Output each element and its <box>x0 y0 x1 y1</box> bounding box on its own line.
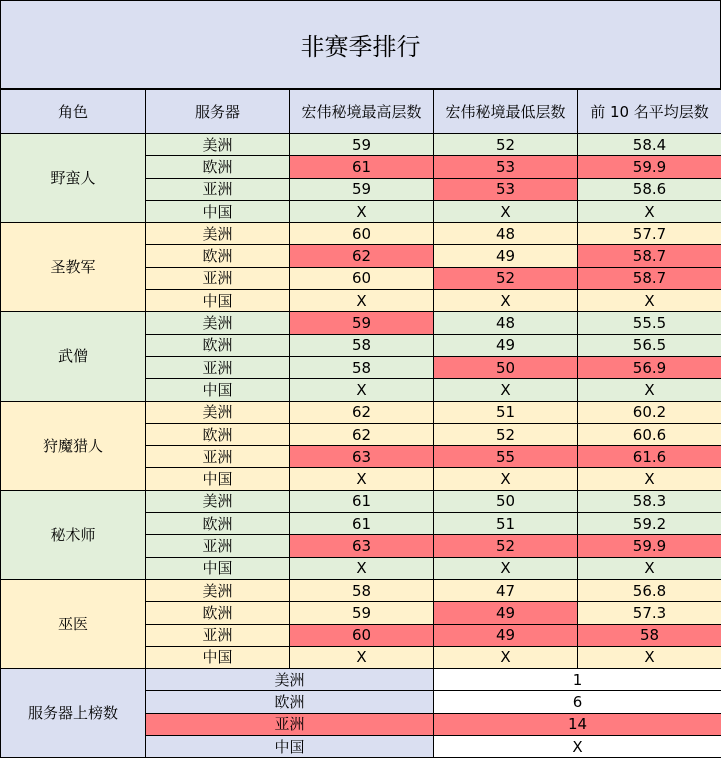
role-name-cell: 圣教军 <box>1 223 146 312</box>
max-value-cell: X <box>290 290 434 312</box>
table-body <box>1 134 721 758</box>
header-role: 角色 <box>1 90 146 134</box>
summary-server-cell: 亚洲 <box>146 713 434 735</box>
min-value-cell: X <box>434 646 578 668</box>
min-value-cell: 53 <box>434 156 578 178</box>
max-value-cell: 58 <box>290 579 434 601</box>
header-max-floor: 宏伟秘境最高层数 <box>290 90 434 134</box>
avg-value-cell: 58.7 <box>578 245 721 267</box>
avg-value-cell: X <box>578 646 721 668</box>
min-value-cell: X <box>434 557 578 579</box>
avg-value-cell: 59.9 <box>578 535 721 557</box>
max-value-cell: X <box>290 379 434 401</box>
avg-value-cell: 56.8 <box>578 579 721 601</box>
max-value-cell: X <box>290 200 434 222</box>
max-value-cell: 61 <box>290 156 434 178</box>
role-name-cell: 野蛮人 <box>1 134 146 223</box>
min-value-cell: 51 <box>434 513 578 535</box>
avg-value-cell: 56.5 <box>578 334 721 356</box>
server-cell: 亚洲 <box>146 446 290 468</box>
avg-value-cell: 61.6 <box>578 446 721 468</box>
server-cell: 亚洲 <box>146 535 290 557</box>
summary-row <box>1 669 721 691</box>
max-value-cell: 59 <box>290 602 434 624</box>
server-cell: 亚洲 <box>146 356 290 378</box>
min-value-cell: X <box>434 379 578 401</box>
avg-value-cell: 59.9 <box>578 156 721 178</box>
role-name-cell: 巫医 <box>1 579 146 668</box>
header-server: 服务器 <box>146 90 290 134</box>
summary-server-cell: 中国 <box>146 736 434 758</box>
min-value-cell: 50 <box>434 356 578 378</box>
table-row <box>1 134 721 156</box>
min-value-cell: 51 <box>434 401 578 423</box>
max-value-cell: 59 <box>290 134 434 156</box>
min-value-cell: 49 <box>434 624 578 646</box>
server-cell: 亚洲 <box>146 178 290 200</box>
max-value-cell: 60 <box>290 223 434 245</box>
min-value-cell: X <box>434 290 578 312</box>
server-cell: 欧洲 <box>146 423 290 445</box>
server-cell: 中国 <box>146 468 290 490</box>
avg-value-cell: 58.3 <box>578 490 721 512</box>
max-value-cell: 59 <box>290 312 434 334</box>
server-cell: 美洲 <box>146 579 290 601</box>
avg-value-cell: 56.9 <box>578 356 721 378</box>
server-cell: 亚洲 <box>146 624 290 646</box>
min-value-cell: 50 <box>434 490 578 512</box>
summary-count-cell: X <box>434 736 721 758</box>
table-row <box>1 579 721 601</box>
max-value-cell: X <box>290 646 434 668</box>
avg-value-cell: 55.5 <box>578 312 721 334</box>
min-value-cell: 47 <box>434 579 578 601</box>
min-value-cell: 48 <box>434 223 578 245</box>
max-value-cell: 60 <box>290 624 434 646</box>
header-row <box>1 90 721 134</box>
avg-value-cell: 60.6 <box>578 423 721 445</box>
min-value-cell: 49 <box>434 245 578 267</box>
avg-value-cell: 57.7 <box>578 223 721 245</box>
server-cell: 美洲 <box>146 134 290 156</box>
min-value-cell: 49 <box>434 334 578 356</box>
role-name-cell: 秘术师 <box>1 490 146 579</box>
header-top10-avg: 前 10 名平均层数 <box>578 90 721 134</box>
max-value-cell: 58 <box>290 356 434 378</box>
max-value-cell: X <box>290 557 434 579</box>
max-value-cell: X <box>290 468 434 490</box>
role-name-cell: 狩魔猎人 <box>1 401 146 490</box>
avg-value-cell: X <box>578 379 721 401</box>
avg-value-cell: 58.6 <box>578 178 721 200</box>
avg-value-cell: X <box>578 468 721 490</box>
server-cell: 中国 <box>146 557 290 579</box>
min-value-cell: 52 <box>434 267 578 289</box>
avg-value-cell: X <box>578 557 721 579</box>
server-cell: 美洲 <box>146 223 290 245</box>
summary-count-cell: 6 <box>434 691 721 713</box>
avg-value-cell: X <box>578 200 721 222</box>
min-value-cell: 55 <box>434 446 578 468</box>
ranking-table <box>0 89 721 758</box>
summary-count-cell: 1 <box>434 669 721 691</box>
server-cell: 中国 <box>146 379 290 401</box>
min-value-cell: 53 <box>434 178 578 200</box>
server-cell: 亚洲 <box>146 267 290 289</box>
table-row <box>1 223 721 245</box>
avg-value-cell: 60.2 <box>578 401 721 423</box>
header-min-floor: 宏伟秘境最低层数 <box>434 90 578 134</box>
max-value-cell: 63 <box>290 446 434 468</box>
server-cell: 美洲 <box>146 401 290 423</box>
min-value-cell: 52 <box>434 134 578 156</box>
server-cell: 欧洲 <box>146 602 290 624</box>
max-value-cell: 63 <box>290 535 434 557</box>
summary-count-cell: 14 <box>434 713 721 735</box>
server-cell: 美洲 <box>146 312 290 334</box>
avg-value-cell: 58.7 <box>578 267 721 289</box>
server-cell: 中国 <box>146 200 290 222</box>
min-value-cell: 52 <box>434 423 578 445</box>
server-cell: 中国 <box>146 290 290 312</box>
table-row <box>1 490 721 512</box>
max-value-cell: 61 <box>290 513 434 535</box>
avg-value-cell: 58.4 <box>578 134 721 156</box>
max-value-cell: 62 <box>290 245 434 267</box>
min-value-cell: 48 <box>434 312 578 334</box>
server-cell: 欧洲 <box>146 334 290 356</box>
avg-value-cell: X <box>578 290 721 312</box>
min-value-cell: 49 <box>434 602 578 624</box>
server-cell: 欧洲 <box>146 156 290 178</box>
avg-value-cell: 57.3 <box>578 602 721 624</box>
avg-value-cell: 59.2 <box>578 513 721 535</box>
max-value-cell: 62 <box>290 401 434 423</box>
server-cell: 欧洲 <box>146 513 290 535</box>
server-cell: 中国 <box>146 646 290 668</box>
avg-value-cell: 58 <box>578 624 721 646</box>
server-cell: 美洲 <box>146 490 290 512</box>
summary-label-cell: 服务器上榜数 <box>1 669 146 758</box>
max-value-cell: 59 <box>290 178 434 200</box>
max-value-cell: 61 <box>290 490 434 512</box>
summary-server-cell: 美洲 <box>146 669 434 691</box>
min-value-cell: 52 <box>434 535 578 557</box>
max-value-cell: 60 <box>290 267 434 289</box>
summary-server-cell: 欧洲 <box>146 691 434 713</box>
max-value-cell: 58 <box>290 334 434 356</box>
table-row <box>1 312 721 334</box>
table-row <box>1 401 721 423</box>
sheet-title: 非赛季排行 <box>0 0 721 89</box>
min-value-cell: X <box>434 468 578 490</box>
min-value-cell: X <box>434 200 578 222</box>
max-value-cell: 62 <box>290 423 434 445</box>
server-cell: 欧洲 <box>146 245 290 267</box>
role-name-cell: 武僧 <box>1 312 146 401</box>
